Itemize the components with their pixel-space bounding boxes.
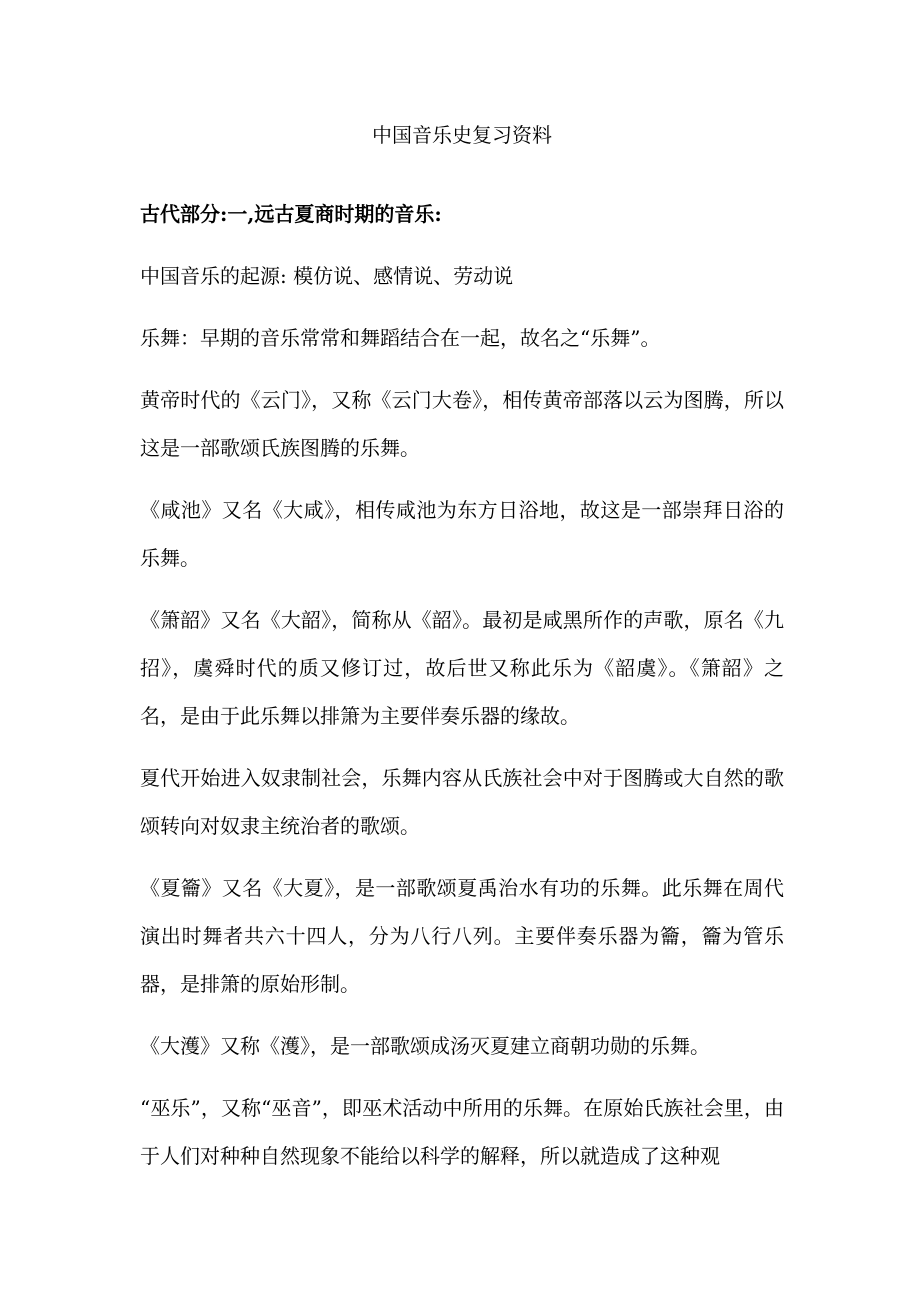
- document-body: [140, 118, 784, 1194]
- document-title: 中国音乐史复习资料: [372, 123, 552, 147]
- paragraph-yuewu: 乐舞：早期的音乐常常和舞蹈结合在一起，故名之“乐舞”。: [140, 326, 661, 350]
- paragraph-xianchi: 《咸池》又名《大咸》，相传咸池为东方日浴地，故这是一部崇拜日浴的乐舞。: [140, 498, 784, 570]
- paragraph-yunmen: 黄帝时代的《云门》，又称《云门大卷》，相传黄帝部落以云为图腾，所以这是一部歌颂氏族图腾的乐舞。: [140, 388, 784, 460]
- paragraph-wuyue: “巫乐”，又称“巫音”，即巫术活动中所用的乐舞。在原始氏族社会里，由于人们对种种自然现象不能给以科学的解释，所以就造成了这种观: [140, 1096, 784, 1168]
- paragraph-dahuo: 《大濩》又称《濩》，是一部歌颂成汤灭夏建立商朝功勋的乐舞。: [140, 1034, 710, 1058]
- paragraph-xiaoshao: 《箫韶》又名《大韶》，简称从《韶》。最初是咸黑所作的声歌，原名《九招》，虞舜时代的质又修订过，故后世又称此乐为《韶虞》。《箫韶》之名，是由于此乐舞以排箫为主要伴奏乐器的缘故。: [140, 608, 784, 728]
- paragraph-xia-dynasty: 夏代开始进入奴隶制社会，乐舞内容从氏族社会中对于图腾或大自然的歌颂转向对奴隶主统治者的歌颂。: [140, 766, 784, 838]
- paragraph-xiayue: 《夏籥》又名《大夏》，是一部歌颂夏禹治水有功的乐舞。此乐舞在周代演出时舞者共六十四人，分为八行八列。主要伴奏乐器为籥，籥为管乐器，是排箫的原始形制。: [140, 876, 784, 996]
- paragraph-origins: 中国音乐的起源: 模仿说、感情说、劳动说: [140, 264, 514, 288]
- paragraph-section-heading: 古代部分:一,远古夏商时期的音乐:: [140, 202, 442, 226]
